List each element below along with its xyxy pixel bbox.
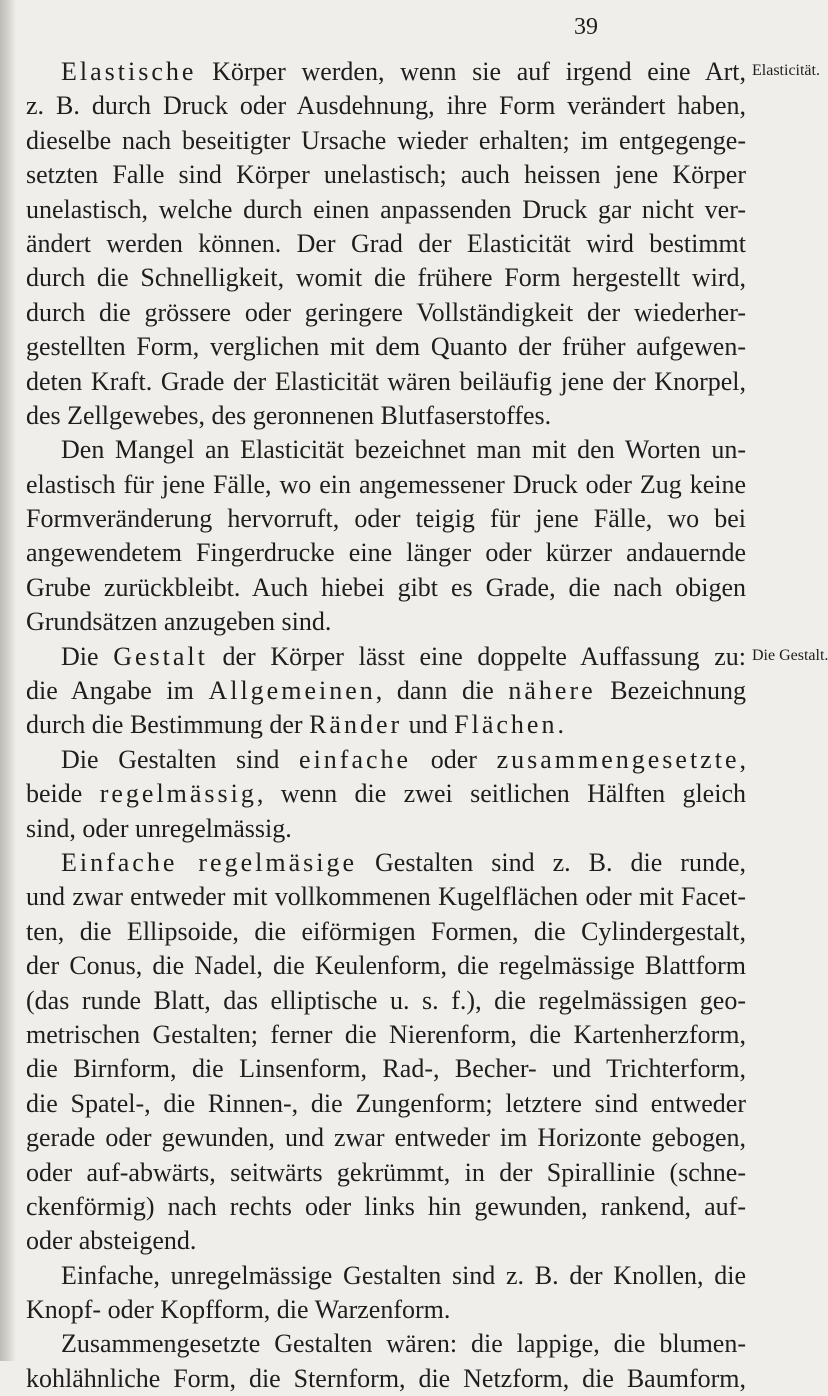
term-allgemeinen: Allgemeinen	[208, 676, 376, 706]
text-line: oder auf-abwärts, seitwärts gekrümmt, in der Spirallinie (schne-	[26, 1157, 746, 1187]
page-number: 39	[574, 14, 598, 40]
text-line: und zwar entweder mit vollkommenen Kugelflächen oder mit Facet-	[26, 882, 746, 912]
text-line: Zusammengesetzte Gestalten wären: die lappige, die blumen-	[61, 1329, 746, 1359]
text-line: Formveränderung hervorruft, oder teigig für jene Fälle, wo bei	[26, 504, 746, 534]
text-line: durch die grössere oder geringere Vollständigkeit der wiederher-	[26, 297, 746, 327]
text-line: sind, oder unregelmässig.	[26, 813, 292, 843]
term-regelmaessig: regelmässig	[99, 779, 257, 809]
text-line: ckenförmig) nach rechts oder links hin gewunden, rankend, auf-	[26, 1191, 746, 1221]
text-line: Den Mangel an Elasticität bezeichnet man mit den Worten un-	[61, 435, 746, 465]
term-raender: Ränder	[309, 710, 403, 740]
term-elastische: Elastische	[61, 57, 197, 86]
text-line: ändert werden können. Der Grad der Elasticität wird bestimmt	[26, 228, 746, 258]
text-line: (das runde Blatt, das elliptische u. s. f.), die regelmässigen geo-	[26, 985, 746, 1015]
text-line: unelastisch, welche durch einen anpassenden Druck gar nicht ver-	[26, 194, 746, 224]
text-line: Einfache regelmäsige Gestalten sind z. B. die runde,	[61, 847, 746, 877]
text-line: ten, die Ellipsoide, die eiförmigen Formen, die Cylindergestalt,	[26, 916, 746, 946]
page-binding-shadow	[0, 0, 16, 1361]
term-naehere: nähere	[508, 676, 596, 706]
text-line: Grundsätzen anzugeben sind.	[26, 607, 332, 637]
text-line: durch die Bestimmung der Ränder und Flächen.	[26, 710, 564, 740]
term-zusammengesetzte: zusammengesetzte	[496, 744, 740, 774]
text-line: gestellten Form, verglichen mit dem Quanto der früher aufgewen-	[26, 332, 746, 362]
text-line: setzten Falle sind Körper unelastisch; auch heissen jene Körper	[26, 160, 746, 190]
text-line: durch die Schnelligkeit, womit die frühere Form hergestellt wird,	[26, 263, 746, 293]
text-line: Elastische Körper werden, wenn sie auf irgend eine Art,	[61, 57, 746, 86]
text-line: beide regelmässig, wenn die zwei seitlichen Hälften gleich	[26, 779, 746, 809]
text-line: die Angabe im Allgemeinen, dann die nähere Bezeichnung	[26, 676, 746, 706]
text-line: z. B. durch Druck oder Ausdehnung, ihre Form verändert haben,	[26, 91, 746, 121]
text-line: gerade oder gewunden, und zwar entweder im Horizonte gebogen,	[26, 1123, 746, 1153]
term-flaechen: Flächen	[454, 710, 558, 740]
text-line: angewendetem Fingerdrucke eine länger oder kürzer andauernde	[26, 538, 746, 568]
term-einfache-regelmaesige: Einfache regelmäsige	[61, 847, 358, 877]
text-line: die Birnform, die Linsenform, Rad-, Becher- und Trichterform,	[26, 1054, 746, 1084]
text-line: Die Gestalten sind einfache oder zusammengesetzte,	[61, 744, 746, 774]
text-line: Knopf- oder Kopfform, die Warzenform.	[26, 1295, 451, 1325]
text-line: deten Kraft. Grade der Elasticität wären beiläufig jene der Knorpel,	[26, 366, 746, 396]
term-gestalt: Gestalt	[113, 641, 208, 671]
body-text	[26, 55, 746, 1396]
term-einfache: einfache	[299, 744, 412, 774]
text-line: dieselbe nach beseitigter Ursache wieder erhalten; im entgegenge-	[26, 125, 746, 155]
text-line: Einfache, unregelmässige Gestalten sind z. B. der Knollen, die	[61, 1260, 746, 1290]
text-line: die Spatel-, die Rinnen-, die Zungenform; letztere sind entweder	[26, 1088, 746, 1118]
margin-note-gestalt: Die Gestalt.	[752, 647, 828, 664]
text-line: elastisch für jene Fälle, wo ein angemessener Druck oder Zug keine	[26, 469, 746, 499]
margin-note-elasticitaet: Elasticität.	[752, 62, 820, 79]
text-line: oder absteigend.	[26, 1226, 197, 1256]
text-line: kohlähnliche Form, die Sternform, die Netzform, die Baumform,	[26, 1363, 746, 1393]
text-line: Die Gestalt der Körper lässt eine doppelte Auffassung zu:	[61, 641, 746, 671]
text-line: Grube zurückbleibt. Auch hiebei gibt es Grade, die nach obigen	[26, 572, 746, 602]
text-line: der Conus, die Nadel, die Keulenform, die regelmässige Blattform	[26, 951, 746, 981]
text-line: des Zellgewebes, des geronnenen Blutfaserstoffes.	[26, 400, 552, 430]
text-line: metrischen Gestalten; ferner die Nierenform, die Kartenherzform,	[26, 1019, 746, 1049]
